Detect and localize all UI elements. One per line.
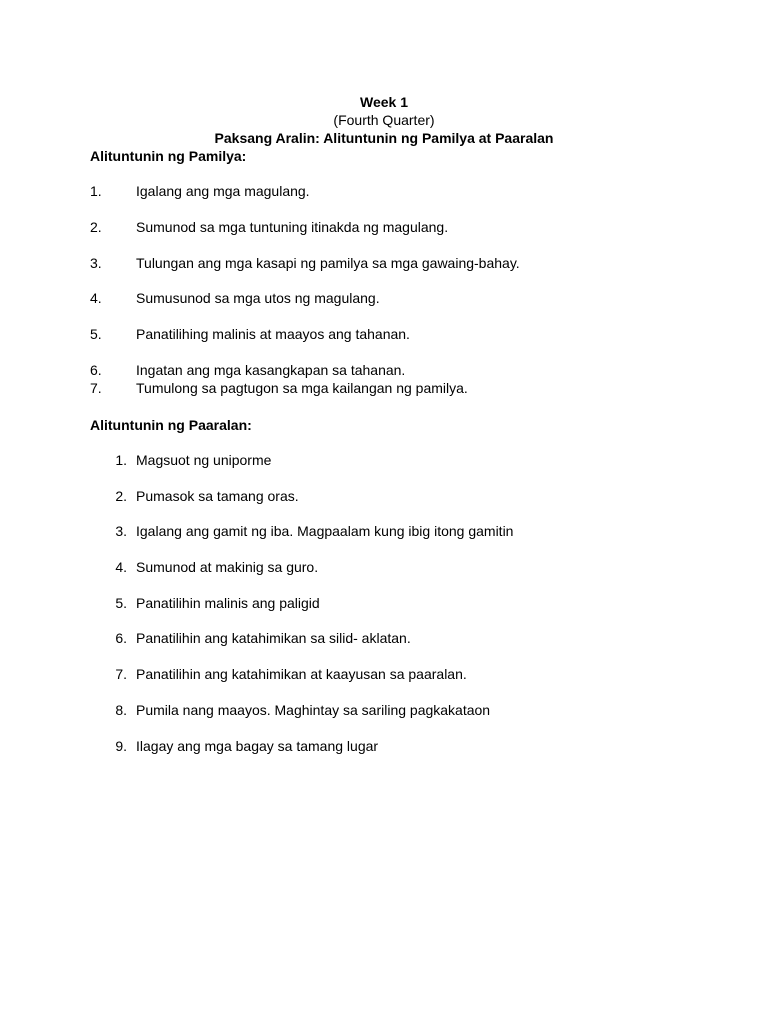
family-rule-text: Sumunod sa mga tuntuning itinakda ng magulang. (136, 219, 449, 235)
family-rule-text: Tulungan ang mga kasapi ng pamilya sa mga gawaing-bahay. (136, 255, 520, 271)
family-rule-text: Igalang ang mga magulang. (136, 183, 310, 199)
family-rule-number: 5. (90, 326, 102, 342)
school-rule-text: Ilagay ang mga bagay sa tamang lugar (136, 738, 379, 754)
school-rule-number: 6. (115, 630, 127, 646)
family-rule-text: Tumulong sa pagtugon sa mga kailangan ng pamilya. (136, 380, 468, 396)
family-rule-number: 6. (90, 362, 102, 378)
family-rule-text: Sumusunod sa mga utos ng magulang. (136, 290, 380, 306)
school-rule-text: Panatilihin malinis ang paligid (136, 595, 320, 611)
school-rule-text: Sumunod at makinig sa guro. (136, 559, 319, 575)
family-rule-number: 7. (90, 380, 102, 396)
school-rule-number: 5. (115, 595, 127, 611)
family-rule-number: 2. (90, 219, 102, 235)
topic-title: Paksang Aralin: Alituntunin ng Pamilya at Paaralan (214, 130, 554, 146)
family-rule-number: 4. (90, 290, 102, 306)
school-rule-text: Igalang ang gamit ng iba. Magpaalam kung ibig itong gamitin (136, 523, 514, 539)
family-rule-number: 3. (90, 255, 102, 271)
school-rule-number: 1. (115, 452, 127, 468)
family-rule-text: Ingatan ang mga kasangkapan sa tahanan. (136, 362, 406, 378)
school-rules-heading: Alituntunin ng Paaralan: (90, 417, 252, 433)
school-rule-number: 8. (115, 702, 127, 718)
school-rule-number: 3. (115, 523, 127, 539)
school-rule-text: Panatilihin ang katahimikan sa silid- aklatan. (136, 630, 411, 646)
quarter-subtitle: (Fourth Quarter) (333, 112, 435, 128)
family-rule-text: Panatilihing malinis at maayos ang tahanan. (136, 326, 410, 342)
school-rule-text: Panatilihin ang katahimikan at kaayusan sa paaralan. (136, 666, 467, 682)
family-rules-heading: Alituntunin ng Pamilya: (90, 148, 247, 164)
school-rule-number: 9. (115, 738, 127, 754)
school-rule-number: 4. (115, 559, 127, 575)
school-rule-number: 2. (115, 488, 127, 504)
school-rule-text: Pumasok sa tamang oras. (136, 488, 299, 504)
family-rule-number: 1. (90, 183, 102, 199)
week-title: Week 1 (360, 94, 408, 110)
school-rule-text: Pumila nang maayos. Maghintay sa sariling pagkakataon (136, 702, 491, 718)
school-rule-number: 7. (115, 666, 127, 682)
school-rule-text: Magsuot ng uniporme (136, 452, 272, 468)
